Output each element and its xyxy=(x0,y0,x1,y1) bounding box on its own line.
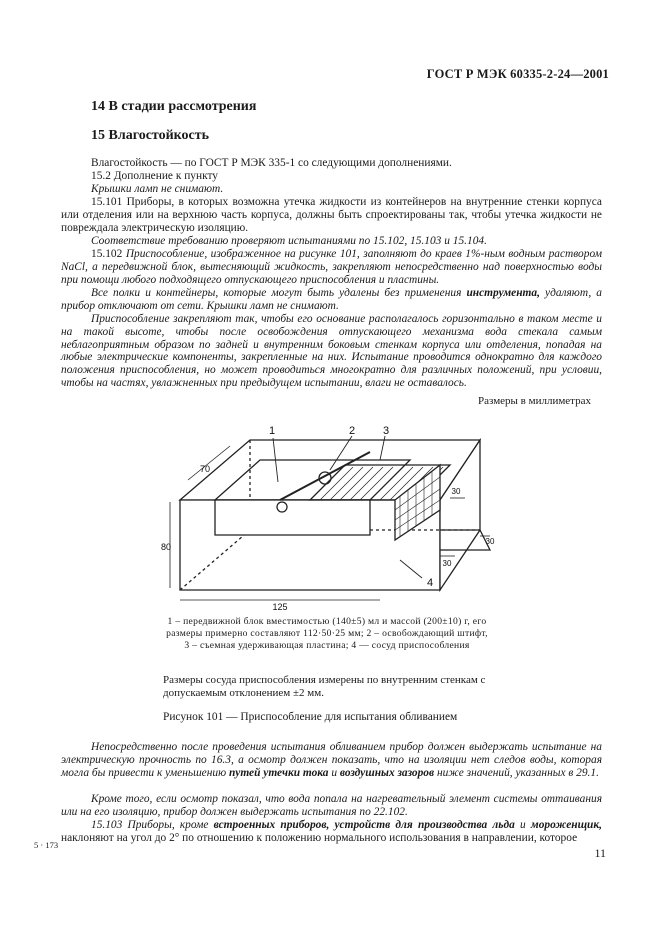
shelves-text-a: Все полки и контейнеры, которые могут быть удалены без применения xyxy=(91,287,467,299)
displacement-block-front xyxy=(215,500,370,535)
figure-dimension-note: Размеры сосуда приспособления измерены по внутренним стенкам с допускаемым отклонением ±2 мм. xyxy=(163,674,486,699)
lamp-covers-note: Крышки ламп не снимают. xyxy=(91,183,224,195)
clause-15-102 xyxy=(61,248,602,286)
after-p1-e: ниже значений, указанных в 29.1. xyxy=(434,766,599,779)
section-14-heading: 14 В стадии рассмотрения xyxy=(91,99,257,114)
term-clearances: воздушных зазоров xyxy=(339,766,435,779)
shelves-text-c: удаляют, а прибор отключают от сети. Крышки ламп не снимают. xyxy=(61,287,602,312)
section-15-heading: 15 Влагостойкость xyxy=(91,128,210,143)
defrost-paragraph: Кроме того, если осмотр показал, что вода попала на нагревательный элемент системы оттаивания или на его изоляцию, прибор должен выдержать испытания по 22.102. xyxy=(61,793,602,818)
clause-15-103-a: 15.103 Приборы, кроме xyxy=(91,819,214,831)
clause-15-2: 15.2 Дополнение к пункту xyxy=(91,170,218,182)
clause-15-103-c: и xyxy=(514,819,531,831)
figure-title: Рисунок 101 — Приспособление для испытания обливанием xyxy=(163,711,458,723)
term-tool: инструмента, xyxy=(466,287,540,299)
clause-15-102-number: 15.102 xyxy=(91,248,123,260)
section-15-intro: Влагостойкость — по ГОСТ Р МЭК 335-1 со следующими дополнениями. xyxy=(91,157,452,169)
dim-depth: 70 xyxy=(199,464,211,474)
dim-height: 80 xyxy=(160,542,172,552)
clause-15-101: 15.101 Приборы, в которых возможна утечка жидкости из контейнеров на внутренние стенки корпуса или отделения или на верхнюю часть корпуса, должны быть спроектированы так, чтобы утечка жидкости не повреждала электрическую изоляцию. xyxy=(61,196,602,234)
standard-header: ГОСТ Р МЭК 60335-2-24—2001 xyxy=(426,67,609,81)
callout-2: 2 xyxy=(348,425,356,437)
after-test-paragraph xyxy=(61,741,602,779)
dim-30-b: 30 xyxy=(485,537,495,546)
units-label: Размеры в миллиметрах xyxy=(478,395,591,407)
callout-1: 1 xyxy=(268,425,276,437)
term-creepage: путей утечки тока xyxy=(228,766,329,779)
callout-4: 4 xyxy=(426,577,434,589)
after-p1-c: и xyxy=(328,766,340,779)
dim-width: 125 xyxy=(272,602,288,610)
shelves-paragraph xyxy=(61,287,602,313)
clause-15-103 xyxy=(61,819,602,845)
dim-30-a: 30 xyxy=(451,487,461,496)
term-ice-cream: мороженщик, xyxy=(530,819,603,831)
clause-15-103-e: наклоняют на угол до 2° по отношению к положению нормального использования в направлении, которое xyxy=(61,831,578,844)
clause-15-102-text: Приспособление, изображенное на рисунке 101, заполняют до краев 1%-ным водным раствором NaCl, а передвижной блок, вытесняющий жидкость, закрепляют непосредственно над поверхностью воды при помощи любого подходящего отпускающего приспособления и пластины. xyxy=(61,248,602,286)
fixture-paragraph: Приспособление закрепляют так, чтобы его основание располагалось горизонтально в таком месте и на такой высоте, чтобы после освобождения отпускающего механизма вода стекала самым неблагоприятным образом по задней и внутренним боковым стенкам корпуса или отделения, попадая на любые электрические компоненты, закрепленные на них. Испытание проводится однократно для каждого положения приспособления, но может проводиться многократно для различных положений, при условии, чтобы на частях, увлажненных при предыдущем испытании, влаги не оставалось. xyxy=(61,313,602,389)
figure-caption: 1 – передвижной блок вместимостью (140±5) мл и массой (200±10) г, его размеры примерно составляют 112·50·25 мм; 2 – освобождающий штифт, 3 – съемная удерживающая пластина; 4 — сосуд приспособления xyxy=(166,616,488,651)
figure-101-drawing xyxy=(160,410,500,610)
after-p1-a: Непосредственно после проведения испытания обливанием прибор должен выдержать испытание на электрическую прочность по 16.3, а осмотр должен показать, что на изоляции нет следов воды, которая могла бы привести к уменьшению xyxy=(61,741,602,779)
displacement-block-top xyxy=(215,460,410,500)
release-pin xyxy=(280,452,370,500)
footer-print-code: 5 · 173 xyxy=(34,840,59,850)
compliance-statement: Соответствие требованию проверяют испытаниями по 15.102, 15.103 и 15.104. xyxy=(91,235,487,247)
callout-3: 3 xyxy=(382,425,390,437)
dim-30-c: 30 xyxy=(442,559,452,568)
term-built-in: встроенных приборов, устройств для производства льда xyxy=(213,819,515,831)
page-number: 11 xyxy=(594,846,606,860)
